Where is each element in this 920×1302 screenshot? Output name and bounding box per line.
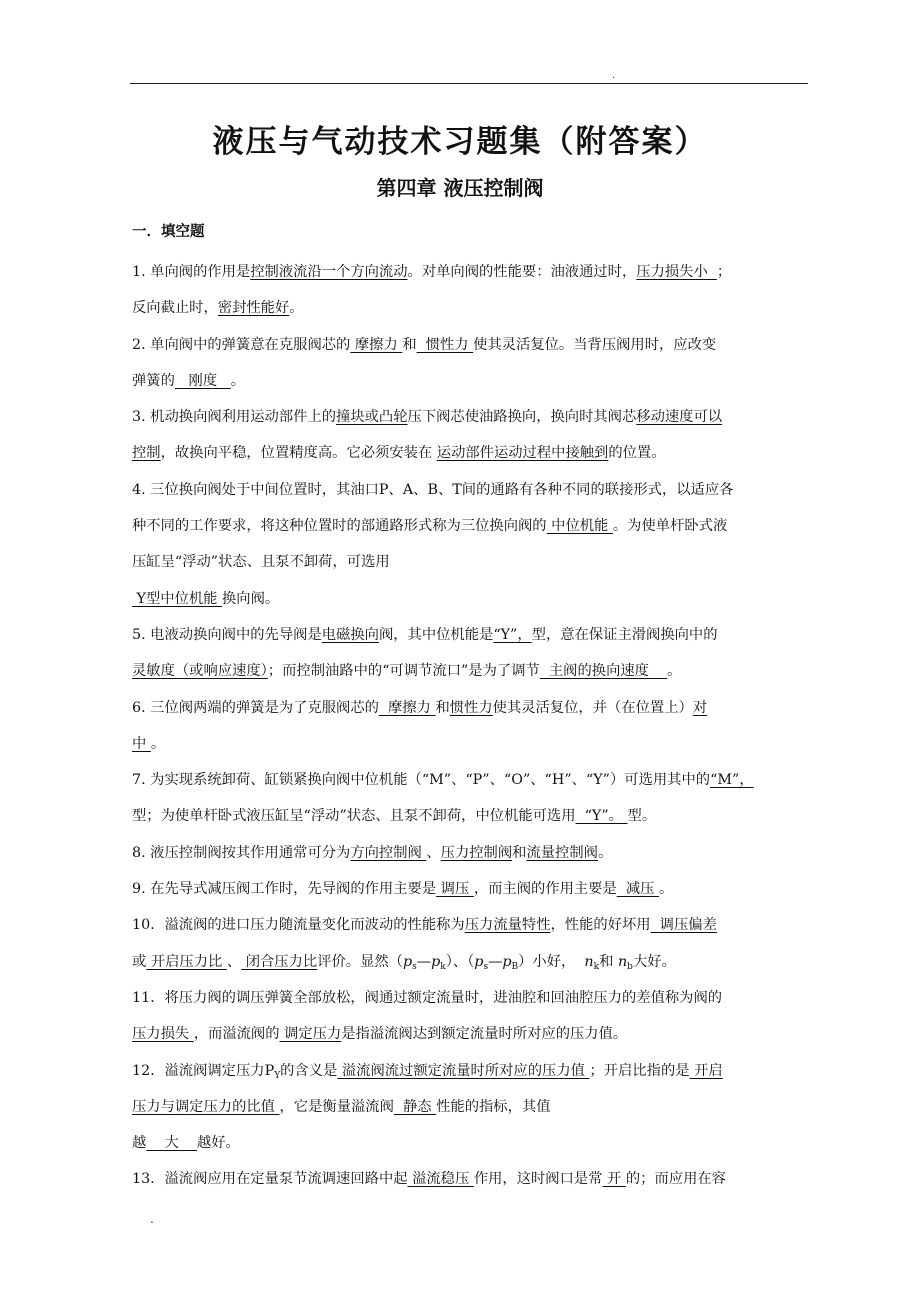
text-segment: 或	[132, 953, 147, 970]
variable: p	[402, 953, 413, 970]
text-segment: 13．溢流阀应用在定量泵节流调速回路中起	[132, 1171, 408, 1188]
text-line	[132, 1053, 808, 1089]
text-segment: 3. 机动换向阀利用运动部件上的	[132, 409, 337, 426]
text-segment: 。	[667, 663, 682, 680]
text-segment: 作用，这时阀口是常	[473, 1171, 603, 1188]
subscript: Y	[274, 1070, 281, 1081]
answer-blank: 摩擦力	[378, 699, 436, 716]
answer-blank: 压力损失	[132, 1026, 194, 1043]
text-segment: 和	[599, 953, 618, 970]
text-segment: 、	[426, 844, 441, 861]
text-segment: ；而控制油路中的“可调节流口”是为了调节	[267, 663, 540, 680]
text-segment: 越好。	[196, 1135, 240, 1152]
answer-blank: 静态	[393, 1098, 437, 1115]
answer-blank: 大	[146, 1135, 197, 1152]
text-segment: 。	[230, 372, 246, 389]
text-segment: 评价。显然（	[317, 953, 403, 970]
answer-blank: 摩擦力	[350, 336, 403, 353]
answer-blank: 开启	[689, 1062, 723, 1079]
answer-blank: 压力控制阀	[440, 844, 513, 861]
variable: n	[584, 953, 594, 970]
text-segment: 性能的指标，其值	[436, 1098, 551, 1115]
answer-blank: 减压	[616, 881, 660, 898]
answer-blank: “Y”。	[575, 808, 628, 825]
text-segment: 型；为使单杆卧式液压缸呈“浮动”状态、且泵不卸荷，中位机能可选用	[132, 808, 576, 825]
answer-blank: 惯性力	[449, 699, 493, 716]
text-segment: 。为使单杆卧式液	[612, 518, 728, 535]
text-segment: 。	[597, 844, 613, 861]
text-line	[132, 944, 808, 980]
subscript: B	[511, 961, 519, 972]
text-segment: 和	[435, 699, 450, 716]
text-line	[132, 907, 808, 943]
text-line	[132, 1016, 808, 1052]
answer-blank: 方向控制阀	[350, 844, 427, 861]
variable: p	[474, 953, 484, 970]
text-line	[132, 508, 808, 544]
text-segment: ，而溢流阀的	[193, 1026, 280, 1043]
text-line	[132, 1161, 808, 1197]
text-segment: 6. 三位阀两端的弹簧是为了克服阀芯的	[132, 699, 379, 716]
answer-blank: 灵敏度（或响应速度）	[132, 663, 268, 680]
text-segment: 10．溢流阀的进口压力随流量变化而波动的性能称为	[132, 917, 465, 934]
text-segment: 使其灵活复位，并（在位置上）	[492, 699, 693, 716]
text-segment: —	[488, 953, 503, 970]
text-segment: 2. 单向阀中的弹簧意在克服阀芯的	[132, 336, 351, 353]
answer-blank: 惯性力	[416, 336, 474, 353]
exercise-text	[132, 254, 808, 1198]
text-segment: 5. 电液动换向阀中的先导阀是	[132, 626, 322, 643]
header-mark: .	[612, 70, 616, 81]
footer-mark: .	[150, 1212, 154, 1226]
text-line	[132, 653, 808, 689]
text-segment: 的位置。	[608, 445, 666, 462]
text-line	[132, 690, 808, 726]
text-segment: ）、（	[445, 953, 475, 970]
text-segment: 型，意在保证主滑阀换向中的	[531, 626, 718, 643]
answer-blank: 闭合压力比	[241, 953, 318, 970]
answer-blank: 溢流稳压	[407, 1171, 474, 1188]
subscript: s	[412, 961, 417, 972]
text-segment: 。	[150, 735, 166, 752]
answer-blank: 压力流量特性	[464, 917, 551, 934]
subscript: k	[593, 961, 600, 972]
subscript: s	[483, 961, 489, 972]
text-segment: 是指溢流阀达到额定流量时所对应的压力值。	[341, 1026, 628, 1043]
text-segment: 8. 液压控制阀按其作用通常可分为	[132, 844, 351, 861]
answer-blank: 压力损失小	[636, 264, 717, 280]
text-segment: 11．将压力阀的调压弹簧全部放松，阀通过额定流量时，进油腔和回油腔压力的差值称为阀的	[132, 989, 723, 1006]
text-line	[132, 472, 808, 508]
text-segment: ；开启比指的是	[589, 1062, 690, 1079]
answer-blank: 调压	[436, 881, 474, 898]
answer-blank: 运动部件运动过程中接触到	[436, 445, 609, 462]
text-segment: ，而主阀的作用主要是	[473, 881, 617, 898]
variable: p	[502, 953, 512, 970]
text-segment: 使其灵活复位。当背压阀用时，应改变	[473, 336, 717, 353]
text-line	[132, 290, 808, 326]
text-segment: 9. 在先导式减压阀工作时，先导阀的作用主要是	[132, 881, 437, 898]
text-segment: 4. 三位换向阀处于中间位置时，其油口P、A、B、T间的通路有各种不同的联接形式，以适应各	[132, 481, 734, 498]
text-line	[132, 798, 808, 834]
text-line	[132, 835, 808, 871]
text-segment: 压下阀芯使油路换向，换向时其阀芯	[407, 409, 637, 426]
text-line	[132, 871, 808, 907]
text-segment: ，故换向平稳，位置精度高。它必须安装在	[160, 445, 437, 462]
variable: p	[431, 953, 441, 970]
text-segment: 的含义是	[280, 1062, 338, 1079]
answer-blank: 流量控制阀	[526, 844, 598, 861]
text-segment: ；	[716, 264, 732, 280]
header-rule	[130, 83, 808, 84]
text-line	[132, 399, 808, 435]
text-line	[132, 254, 808, 290]
text-line	[132, 762, 808, 798]
text-segment: 。	[659, 881, 674, 898]
text-segment: 。对单向阀的性能要：油液通过时，	[407, 264, 637, 280]
text-segment: ，性能的好坏用	[550, 917, 651, 934]
text-line	[132, 980, 808, 1016]
answer-blank: “M”，	[710, 772, 754, 789]
page-title: 液压与气动技术习题集（附答案）	[212, 124, 708, 160]
answer-blank: 调压偏差	[650, 917, 717, 934]
answer-blank: 中	[132, 735, 151, 752]
text-segment: 的；而应用在容	[625, 1171, 726, 1188]
text-line	[132, 617, 808, 653]
text-segment: 越	[132, 1135, 147, 1152]
answer-blank: 刚度	[174, 372, 231, 389]
answer-blank: 压力与调定压力的比值	[132, 1098, 280, 1115]
answer-blank: 控制液流沿一个方向流动	[250, 264, 408, 280]
text-line	[132, 581, 808, 617]
text-segment: 阀，其中位机能是	[378, 626, 494, 643]
answer-blank: 开	[602, 1171, 626, 1188]
text-segment: 和	[512, 844, 527, 861]
text-line	[132, 726, 808, 762]
text-segment: 1. 单向阀的作用是	[132, 264, 251, 280]
text-segment: 和	[402, 336, 417, 353]
text-line	[132, 435, 808, 471]
text-segment: 、	[226, 953, 242, 970]
answer-blank: 开启压力比	[146, 953, 227, 970]
subscript: k	[440, 961, 446, 972]
text-segment: 。	[289, 300, 304, 317]
answer-blank: “Y”，	[493, 626, 532, 643]
answer-blank: 主阀的换向速度	[539, 663, 668, 680]
answer-blank: Y型中位机能	[132, 590, 223, 607]
answer-blank: 移动速度可以	[636, 409, 723, 426]
text-segment: 大好。	[632, 953, 676, 970]
text-segment: 弹簧的	[132, 372, 175, 389]
answer-blank: 密封性能好	[217, 300, 290, 317]
text-segment: 7. 为实现系统卸荷、缸锁紧换向阀中位机能（“M”、“P”、“O”、“H”、“Y”）可选用其中的	[132, 772, 711, 789]
text-segment: 反向截止时，	[132, 300, 218, 317]
text-segment: —	[416, 953, 432, 970]
subscript: b	[627, 961, 633, 972]
text-line	[132, 544, 808, 580]
answer-blank: 调定压力	[279, 1026, 342, 1043]
text-segment: 压缸呈“浮动”状态、且泵不卸荷，可选用	[132, 554, 390, 571]
text-segment: ）小好，	[518, 953, 585, 970]
answer-blank: 控制	[132, 445, 161, 462]
text-line	[132, 1125, 808, 1161]
answer-blank: 电磁换向	[321, 626, 379, 643]
text-segment: ，它是衡量溢流阀	[279, 1098, 394, 1115]
answer-blank: 溢流阀流过额定流量时所对应的压力值	[337, 1062, 590, 1079]
text-line	[132, 1089, 808, 1125]
variable: n	[617, 953, 628, 970]
text-segment: 型。	[627, 808, 657, 825]
answer-blank: 撞块或凸轮	[336, 409, 408, 426]
text-segment: 12．溢流阀调定压力P	[132, 1062, 275, 1079]
answer-blank: 中位机能	[546, 518, 613, 535]
text-segment: 换向阀。	[222, 590, 280, 607]
chapter-title: 第四章 液压控制阀	[376, 176, 544, 200]
answer-blank: 对	[692, 699, 708, 716]
text-segment: 种不同的工作要求，将这种位置时的部通路形式称为三位换向阀的	[132, 518, 547, 535]
section-heading: 一．填空题	[132, 224, 205, 240]
text-line	[132, 363, 808, 399]
text-line	[132, 327, 808, 363]
